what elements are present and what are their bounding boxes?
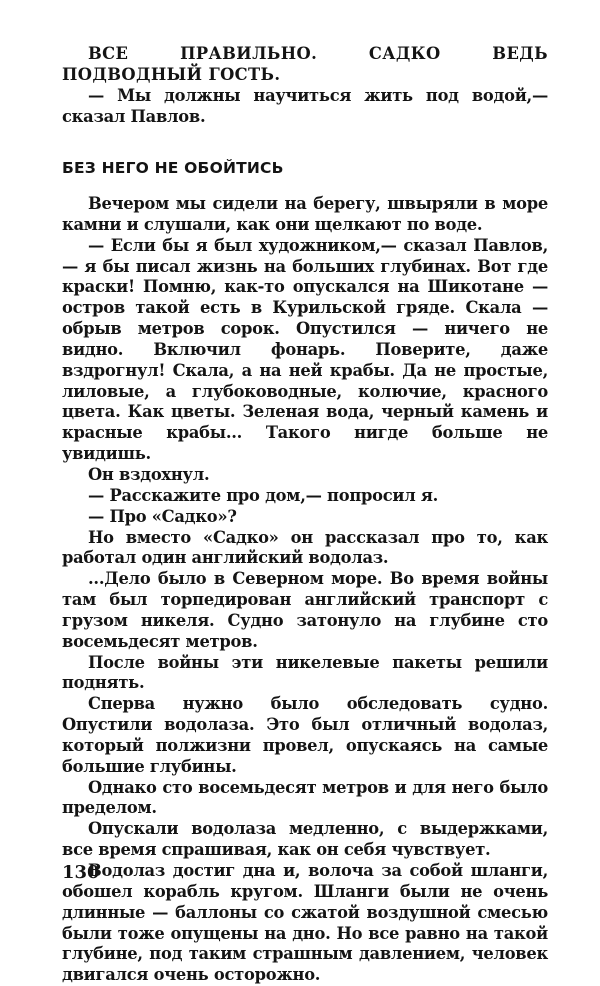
- paragraph: — Про «Садко»?: [88, 506, 237, 526]
- paragraph: Но вместо «Садко» он рассказал про то, как работал один английский водолаз.: [62, 527, 548, 568]
- paragraph: — Расскажите про дом,— попросил я.: [88, 485, 439, 505]
- paragraph: Он вздохнул.: [88, 464, 210, 484]
- paragraph: Однако сто восемьдесят метров и для него было пределом.: [62, 777, 548, 818]
- intro-text-block: [62, 44, 548, 127]
- intro-paragraph-quote: — Мы должны научиться жить под водой,— сказал Павлов.: [62, 85, 548, 126]
- paragraph: Вечером мы сидели на берегу, швыряли в море камни и слушали, как они щелкают по воде.: [62, 194, 548, 234]
- paragraph: После войны эти никелевые пакеты решили поднять.: [62, 652, 548, 693]
- section-heading: БЕЗ НЕГО НЕ ОБОЙТИСЬ: [62, 159, 284, 177]
- paragraph: — Если бы я был художником,— сказал Павлов,— я бы писал жизнь на больших глубинах. Вот где краски! Помню, как-то опускался на Шикотане — остров такой есть в Курильской гряде. Скала — обрыв метров сорок. Опустился — ничего не видно. Включил фонарь. Поверите, даже вздрогнул! Скала, а на ней крабы. Да не простые, лиловые, а глубоководные, колючие, красного цвета. Как цветы. Зеленая вода, черный камень и красные крабы... Такого нигде больше не увидишь.: [62, 235, 548, 464]
- paragraph: ...Дело было в Северном море. Во время войны там был торпедирован английский транспорт с грузом никеля. Судно затонуло на глубине сто восемьдесят метров.: [62, 569, 548, 651]
- paragraph: Водолаз достиг дна и, волоча за собой шланги, обошел корабль кругом. Шланги были не очень длинные — баллоны со сжатой воздушной смесью были тоже опущены на дно. Но все равно на такой глубине, под таким страшным давлением, человек двигался очень осторожно.: [62, 861, 548, 985]
- section-body: [62, 194, 548, 986]
- intro-paragraph-caps: ВСЕ ПРАВИЛЬНО. САДКО ВЕДЬ ПОДВОДНЫЙ ГОСТЬ.: [62, 44, 548, 84]
- page-number: 130: [62, 862, 100, 883]
- paragraph: Опускали водолаза медленно, с выдержками, все время спрашивая, как он себя чувствует.: [62, 819, 548, 860]
- paragraph: Сперва нужно было обследовать судно. Опустили водолаза. Это был отличный водолаз, который полжизни провел, опускаясь на самые большие глубины.: [62, 694, 548, 776]
